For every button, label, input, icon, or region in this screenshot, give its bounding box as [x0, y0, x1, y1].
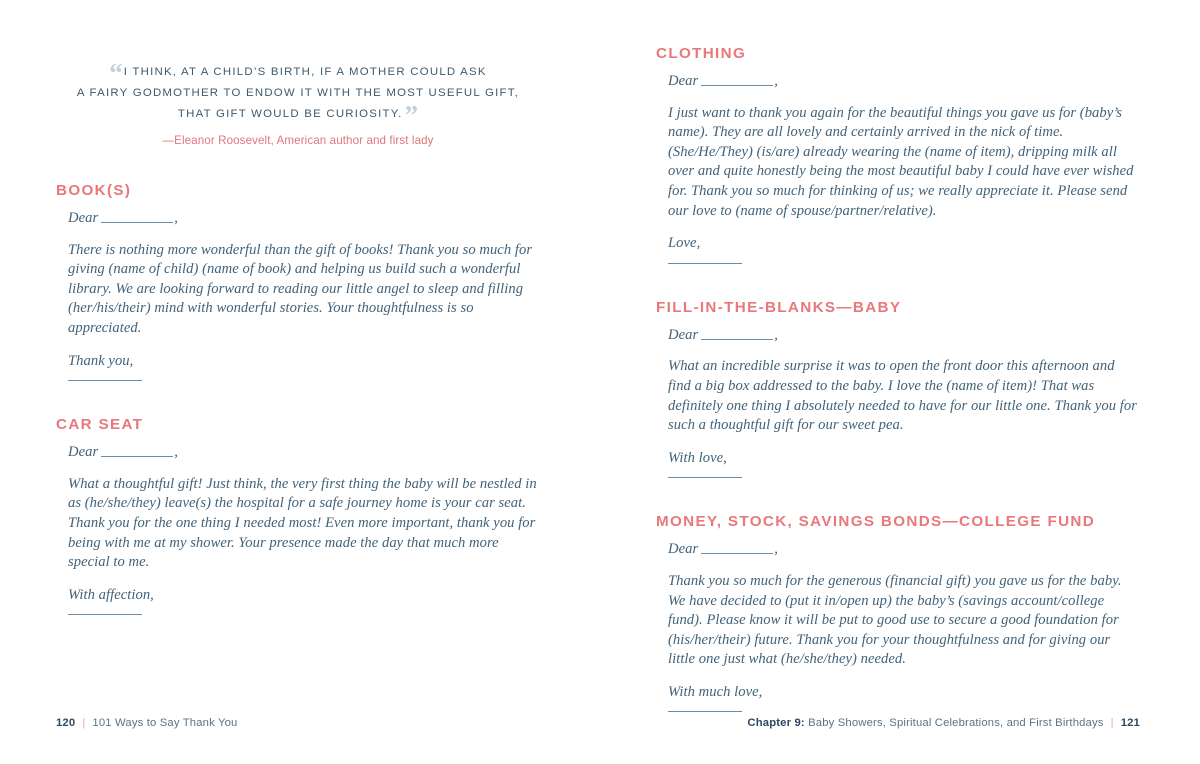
letter-closing: With much love,: [668, 683, 763, 700]
name-blank[interactable]: [701, 542, 773, 554]
letter-closing: With affection,: [68, 586, 154, 603]
letter-body: There is nothing more wonderful than the gift of books! Thank you so much for giving (name of child) (name of book) and helping us build such a wonderful library. We are looking forward to reading our little angel to sleep and filling (her/his/their) mind with wonderful stories. Your thoughtfulness is so appreciated.: [68, 241, 533, 336]
chapter-label: Chapter 9:: [747, 717, 805, 729]
pull-quote-text: [70, 58, 526, 130]
letter-template: [656, 72, 1140, 264]
salutation-line: [668, 72, 1140, 92]
open-quote-icon: “: [109, 58, 123, 88]
section-car-seat: [56, 415, 540, 615]
letter-template: [56, 209, 540, 381]
pull-quote-line-1: I THINK, AT A CHILD’S BIRTH, IF A MOTHER COULD ASK: [123, 66, 487, 78]
name-blank[interactable]: [701, 74, 773, 86]
salutation-punct: ,: [774, 73, 778, 89]
salutation-word: Dear: [68, 444, 99, 461]
salutation-word: Dear: [68, 210, 99, 226]
letter-body: I just want to thank you again for the beautiful things you gave us for (baby’s name). They are all lovely and certainly arrived in the nick of time. (She/He/They) (is/are) already wearing the (name of item), dripping milk all over and quite honestly being the most beautiful baby I could have ever wished for. Thank you so much for thinking of us; we really appreciate it. Please send our love to (name of spouse/partner/relative).: [668, 104, 1134, 219]
section-heading: CLOTHING: [656, 45, 747, 62]
section-clothing: [656, 44, 1140, 264]
pull-quote-line-2: A FAIRY GODMOTHER TO ENDOW IT WITH THE MOST USEFUL GIFT,: [76, 87, 520, 99]
letter-body: What a thoughtful gift! Just think, the very first thing the baby will be nestled in as (he/she/they) leave(s) the hospital for a safe journey home is your car seat. Thank you for the one thing I needed most! Even more important, thank you for being with me at my shower. Your presence made the day that much more special to me.: [68, 475, 537, 571]
chapter-description: Baby Showers, Spiritual Celebrations, and First Birthdays: [808, 717, 1104, 729]
section-heading: MONEY, STOCK, SAVINGS BONDS—COLLEGE FUND: [656, 513, 1096, 531]
salutation-line: [68, 443, 540, 463]
letter-template: [56, 443, 540, 615]
signature-blank[interactable]: [68, 380, 142, 381]
left-page-footer: [56, 716, 237, 730]
salutation-punct: ,: [174, 444, 178, 461]
page-number: 121: [1120, 717, 1140, 729]
section-heading: BOOK(S): [56, 182, 132, 199]
section-heading: FILL-IN-THE-BLANKS—BABY: [656, 298, 902, 316]
letter-template: [656, 326, 1140, 479]
section-money-college-fund: [656, 512, 1140, 712]
signature-blank[interactable]: [668, 477, 742, 478]
name-blank[interactable]: [701, 328, 773, 340]
salutation-line: [68, 209, 540, 229]
section-books: [56, 181, 540, 381]
salutation-punct: ,: [774, 541, 778, 558]
close-quote-icon: ”: [404, 100, 419, 130]
book-title: 101 Ways to Say Thank You: [92, 717, 238, 729]
section-heading: CAR SEAT: [56, 416, 144, 434]
right-page-footer: [747, 716, 1140, 730]
footer-separator: |: [82, 717, 86, 729]
salutation-word: Dear: [668, 541, 699, 558]
letter-body: Thank you so much for the generous (financial gift) you gave us for the baby. We have decided to (put it in/open up) the baby’s (savings account/college fund). Please know it will be put to good use to secure a good foundation for (his/her/their) future. Thank you for your thoughtfulness and for giving our little one just what (he/she/they) needed.: [668, 572, 1122, 668]
page-number: 120: [56, 717, 76, 729]
letter-body: What an incredible surprise it was to open the front door this afternoon and find a big box addressed to the baby. I love the (name of item)! That was definitely one thing I absolutely needed to have for our little one. Thank you for such a thoughtful gift for our sweet pea.: [668, 358, 1137, 434]
signature-blank[interactable]: [668, 711, 742, 712]
letter-template: [656, 540, 1140, 712]
name-blank[interactable]: [101, 211, 173, 223]
signature-blank[interactable]: [668, 263, 742, 264]
salutation-line: [668, 326, 1140, 346]
footer-separator: |: [1110, 717, 1114, 729]
name-blank[interactable]: [101, 445, 173, 457]
salutation-word: Dear: [668, 326, 699, 343]
section-fill-in-the-blanks-baby: [656, 298, 1140, 479]
pull-quote-attribution: —Eleanor Roosevelt, American author and first lady: [162, 134, 434, 147]
salutation-line: [668, 540, 1140, 560]
pull-quote-line-3: THAT GIFT WOULD BE CURIOSITY.: [177, 108, 403, 120]
letter-closing: Thank you,: [68, 352, 134, 369]
salutation-punct: ,: [174, 210, 178, 226]
salutation-word: Dear: [668, 73, 699, 89]
letter-closing: Love,: [668, 235, 701, 252]
right-page: [600, 0, 1200, 764]
salutation-punct: ,: [774, 326, 778, 343]
pull-quote: [56, 58, 540, 147]
letter-closing: With love,: [668, 449, 727, 466]
signature-blank[interactable]: [68, 614, 142, 615]
